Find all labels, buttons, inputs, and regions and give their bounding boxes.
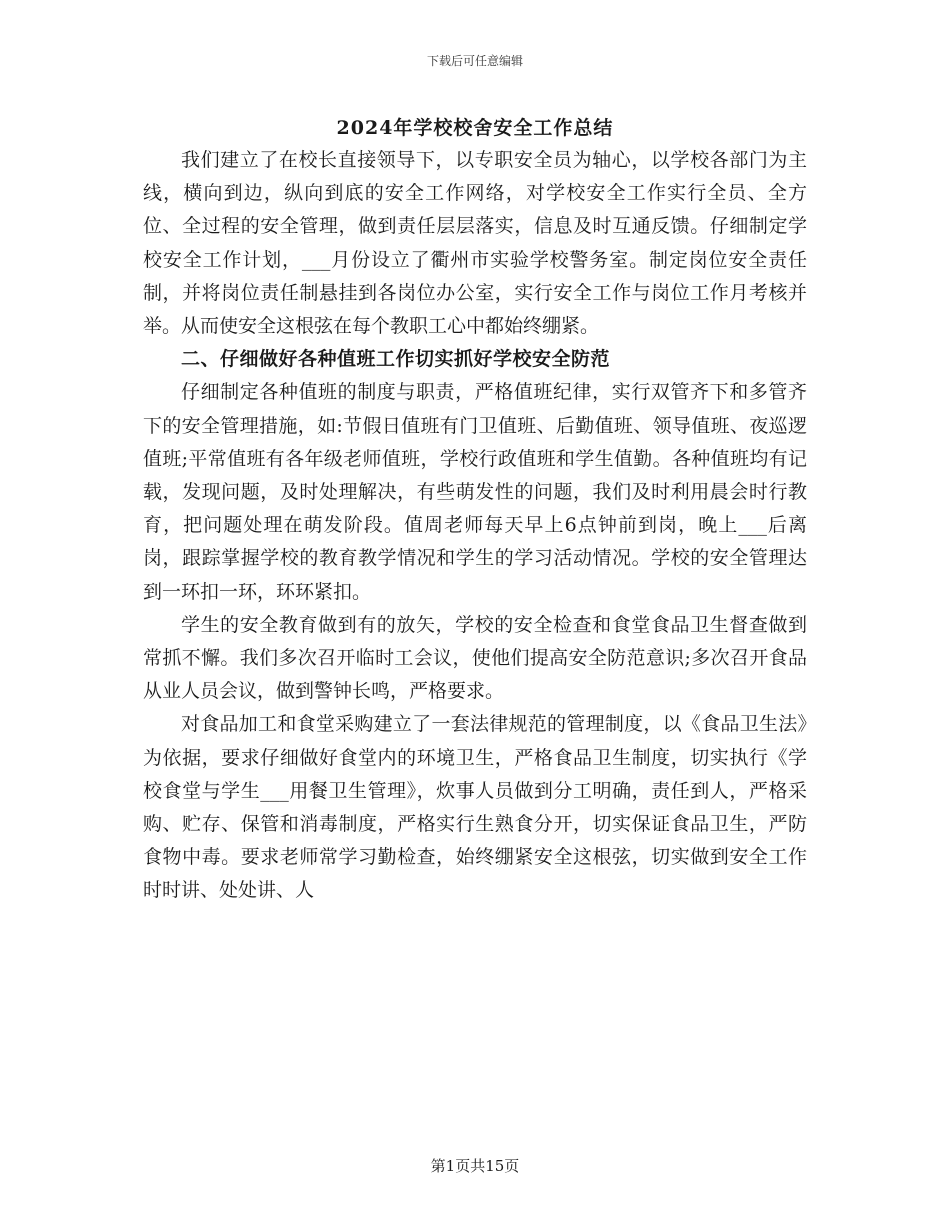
paragraph-food-management: 对食品加工和食堂采购建立了一套法律规范的管理制度，以《食品卫生法》为依据，要求仔细做好食堂内的环境卫生，严格食品卫生制度，切实执行《学校食堂与学生___用餐卫生管理》，炊事人员做到分工明确，责任到人，严格采购、贮存、保管和消毒制度，严格实行生熟食分开，切实保证食品卫生，严防食物中毒。要求老师常学习勤检查，始终绷紧安全这根弦，切实做到安全工作时时讲、处处讲、人 (143, 713, 807, 902)
document-title: 2024年学校校舍安全工作总结 (336, 117, 614, 139)
paragraph-safety-education: 学生的安全教育做到有的放矢，学校的安全检查和食堂食品卫生督查做到常抓不懈。我们多次召开临时工会议，使他们提高安全防范意识;多次召开食品从业人员会议，做到警钟长鸣，严格要求。 (143, 613, 807, 703)
page-header-note: 下载后可任意编辑 (426, 54, 523, 68)
document-body (143, 112, 807, 908)
paragraph-duty-system: 仔细制定各种值班的制度与职责，严格值班纪律，实行双管齐下和多管齐下的安全管理措施，如:节假日值班有门卫值班、后勤值班、领导值班、夜巡逻值班;平常值班有各年级老师值班，学校行政值班和学生值勤。各种值班均有记载，发现问题，及时处理解决，有些萌发性的问题，我们及时利用晨会时行教育，把问题处理在萌发阶段。值周老师每天早上6点钟前到岗，晚上___后离岗，跟踪掌握学校的教育教学情况和学生的学习活动情况。学校的安全管理达到一环扣一环，环环紧扣。 (143, 381, 807, 603)
paragraph-safety-network: 我们建立了在校长直接领导下，以专职安全员为轴心，以学校各部门为主线，横向到边，纵向到底的安全工作网络，对学校安全工作实行全员、全方位、全过程的安全管理，做到责任层层落实，信息及时互通反馈。仔细制定学校安全工作计划，___月份设立了衢州市实验学校警务室。制定岗位安全责任制，并将岗位责任制悬挂到各岗位办公室，实行安全工作与岗位工作月考核并举。从而使安全这根弦在每个教职工心中都始终绷紧。 (143, 149, 807, 338)
section-heading-duty: 二、仔细做好各种值班工作切实抓好学校安全防范 (181, 348, 611, 371)
page-number: 第1页共15页 (430, 1157, 520, 1175)
